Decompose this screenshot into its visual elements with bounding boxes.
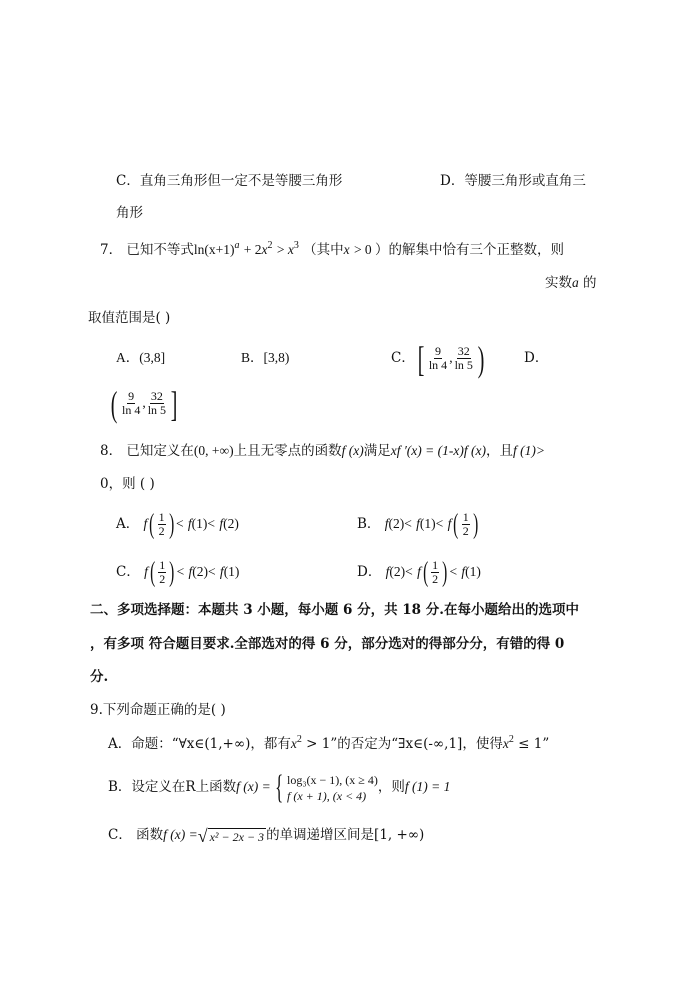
q9-option-b — [108, 767, 450, 807]
q9-c-fx: f (x) = — [163, 827, 198, 842]
q9-b-case2: f (x + 1), (x < 4) — [287, 788, 367, 803]
q7-exp2: 2 — [267, 240, 273, 251]
q8-domain: (0, +∞) — [193, 443, 234, 458]
q7-cond-pre: （其中 — [303, 242, 344, 258]
q8-option-b: B． f(2)< f(1)< f( $\frac{1}{2}$ ) — [357, 508, 478, 540]
q7-pre: 已知不等式 — [126, 242, 194, 258]
q8-stem-line2: 0，则 ( ) — [100, 476, 155, 492]
q9-c-pre: C． 函数 — [108, 827, 164, 843]
q9-b-fx: f (x) = — [236, 779, 271, 794]
q7-c-frac2: $\frac{32}{\ln 5}$ — [454, 344, 473, 372]
q7-plus: + 2 — [243, 242, 262, 257]
q8-option-c: C． f( $\frac{1}{2}$ ) < f(2)< f(1) — [116, 556, 240, 588]
sqrt-expression: √ x² − 2x − 3 — [197, 825, 265, 846]
q8-option-b-label: B． — [357, 516, 381, 532]
q9-stem: 9.下列命题正确的是( ) — [90, 702, 226, 718]
q8-fx: f (x) — [341, 443, 364, 458]
q9-b-pre: B．设定义在R上函数 — [108, 779, 237, 795]
q7-ln-expr: ln(x+1) — [193, 242, 235, 257]
q7-gt: > — [276, 242, 288, 257]
q6-option-c: C．直角三角形但一定不是等腰三角形 — [116, 173, 343, 189]
q9-b-post: ，则 — [377, 779, 405, 795]
q7-stem-line1 — [100, 240, 564, 260]
q8-pre: 8． 已知定义在 — [100, 443, 194, 459]
q8-and: ，且 — [486, 443, 513, 459]
q8-option-c-label: C． — [116, 564, 140, 580]
half-fraction: $\frac{1}{2}$ — [158, 510, 165, 538]
q7-d-frac2: $\frac{32}{\ln 5}$ — [147, 389, 167, 417]
q9-a-mid: > 1”的否定为“∃x∈(-∞,1]，使得 — [301, 736, 503, 752]
q7-cond-x: x — [343, 242, 350, 257]
q7-option-c-label: C． — [391, 350, 415, 366]
q8-f1: f (1)> — [513, 443, 545, 458]
q7-x2: x — [287, 242, 294, 257]
q8-option-d-label: D． — [357, 564, 382, 580]
q7-number: 7． — [100, 242, 123, 258]
section2-heading-line3: 分. — [90, 669, 109, 685]
q8-mid: 上且无零点的函数 — [233, 443, 342, 459]
bracket-open: [ — [417, 338, 425, 379]
q7-option-a: A．(3,8] — [116, 350, 166, 365]
q7-line2-pre: 实数 — [545, 275, 572, 291]
paren-close: ) — [477, 338, 485, 379]
q7-line2-post: 的 — [578, 275, 597, 291]
q8-option-a: A． f( $\frac{1}{2}$ ) < f(1)< f(2) — [116, 508, 239, 540]
q7-exp-a: a — [234, 240, 240, 251]
paren-open: ( — [110, 383, 118, 424]
q7-option-d-label: D． — [524, 350, 549, 366]
section2-heading-line1: 二、多项选择题：本题共 3 小题，每小题 6 分，共 18 分.在每小题给出的选项中 — [90, 602, 579, 618]
q7-line2-a: a — [572, 275, 579, 290]
q9-c-post: 的单调递增区间是[1, +∞) — [266, 827, 425, 843]
q9-b-result: f (1) = 1 — [404, 779, 451, 794]
q8-option-a-label: A． — [116, 516, 140, 532]
half-fraction: $\frac{1}{2}$ — [432, 558, 439, 586]
q9-option-c — [108, 823, 424, 847]
q7-cond-post: > 0 ）的解集中恰有三个正整数，则 — [353, 242, 565, 257]
q7-c-frac1: $\frac{9}{\ln 4}$ — [428, 344, 448, 372]
q6-option-d-wrap: 角形 — [116, 205, 143, 221]
half-fraction: $\frac{1}{2}$ — [462, 510, 469, 538]
q8-equation: xf ′(x) = (1-x)f (x) — [390, 443, 486, 458]
q7-option-b: B．[3,8) — [241, 350, 290, 365]
q7-option-d: ( $\frac{9}{\ln 4}$ , $\frac{32}{\ln 5}$ ] — [110, 383, 178, 424]
q9-b-case1: log₃(x − 1), (x ≥ 4) — [287, 772, 378, 787]
q8-satisfy: 满足 — [363, 443, 391, 459]
section2-heading-line2: ，有多项 符合题目要求.全部选对的得 6 分，部分选对的得部分分，有错的得 0 — [90, 636, 565, 652]
bracket-close: ] — [170, 383, 178, 424]
half-fraction: $\frac{1}{2}$ — [159, 558, 166, 586]
q8-option-d: D． f(2)< f( $\frac{1}{2}$ ) < f(1) — [357, 556, 481, 588]
q7-exp3: 3 — [293, 240, 299, 251]
q7-d-frac1: $\frac{9}{\ln 4}$ — [122, 389, 141, 417]
q7-stem-line2 — [545, 273, 597, 293]
brace-open: { — [274, 768, 283, 806]
q7-option-c: C．[ $\frac{9}{\ln 4}$ , $\frac{32}{\ln 5}$ ) — [391, 338, 485, 379]
q6-option-d: D．等腰三角形或直角三 — [440, 173, 586, 189]
q9-a-post: ≤ 1” — [513, 736, 550, 752]
q7-x1: x — [261, 242, 268, 257]
q9-a-pre: A．命题：“∀x∈(1,+∞)，都有 — [108, 736, 291, 752]
q7-stem-line3: 取值范围是( ) — [88, 310, 171, 326]
q9-option-a: A．命题：“∀x∈(1,+∞)，都有$x^2 > 1$”的否定为“∃x∈(-∞,1]，使得$x^2 \le 1$” — [108, 734, 550, 752]
q8-stem-line1 — [100, 441, 545, 461]
q9-b-cases — [287, 772, 378, 804]
